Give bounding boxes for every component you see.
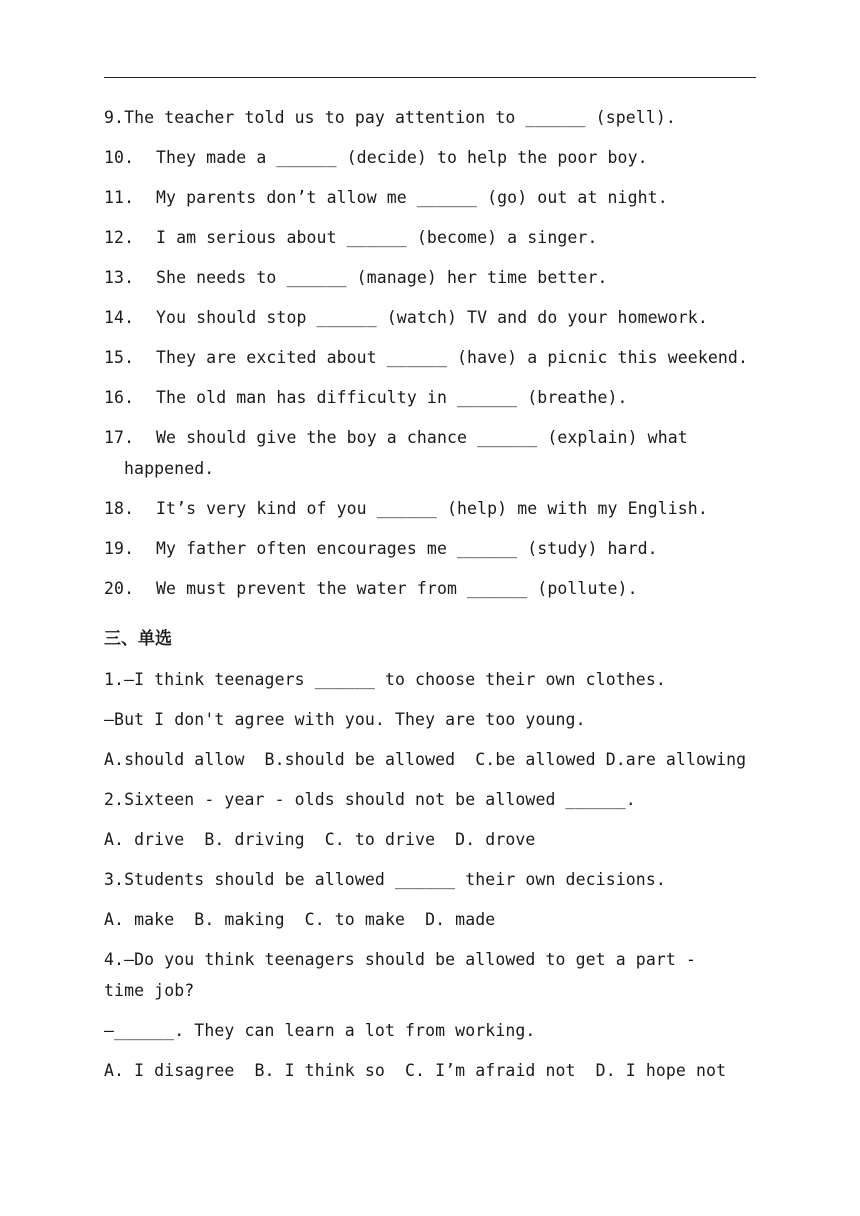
question-text: My parents don’t allow me ______ (go) out at night. (156, 188, 668, 207)
question-text: The teacher told us to pay attention to ______ (spell). (124, 108, 676, 127)
question-19 (104, 535, 764, 575)
mc-question-2: 2.Sixteen - year - olds should not be allowed ______. (104, 790, 636, 809)
mc-question-2-options: A. drive B. driving C. to drive D. drove (104, 830, 536, 849)
mc-question-4-options: A. I disagree B. I think so C. I’m afraid not D. I hope not (104, 1061, 727, 1080)
worksheet-content (104, 104, 764, 1097)
question-18 (104, 495, 764, 535)
question-12 (104, 224, 764, 264)
question-20 (104, 575, 764, 615)
question-text: We must prevent the water from ______ (pollute). (156, 579, 638, 598)
question-14 (104, 304, 764, 344)
question-number: 14. (104, 308, 135, 327)
question-text: We should give the boy a chance ______ (explain) what (156, 428, 688, 447)
question-text: They are excited about ______ (have) a picnic this weekend. (156, 348, 748, 367)
question-number: 19. (104, 539, 135, 558)
section-title: 三、单选 (104, 629, 172, 649)
mc-question-3: 3.Students should be allowed ______ their own decisions. (104, 870, 666, 889)
question-17-continuation: happened. (124, 459, 215, 478)
question-number: 15. (104, 348, 135, 367)
question-10 (104, 144, 764, 184)
mc-question-4: 4.—Do you think teenagers should be allowed to get a part - (104, 950, 696, 969)
question-text: They made a ______ (decide) to help the poor boy. (156, 148, 648, 167)
question-16 (104, 384, 764, 424)
mc-question-3-options: A. make B. making C. to make D. made (104, 910, 496, 929)
mc-question-4-reply: —______. They can learn a lot from working. (104, 1021, 536, 1040)
question-text: She needs to ______ (manage) her time better. (156, 268, 608, 287)
mc-question-4-continuation: time job? (104, 981, 195, 1000)
question-number: 20. (104, 579, 135, 598)
mc-question-1-options: A.should allow B.should be allowed C.be allowed D.are allowing (104, 750, 747, 769)
question-15 (104, 344, 764, 384)
question-9 (104, 104, 764, 144)
question-17 (104, 424, 764, 455)
question-number: 18. (104, 499, 135, 518)
mc-question-1: 1.—I think teenagers ______ to choose their own clothes. (104, 670, 666, 689)
question-number: 17. (104, 428, 135, 447)
question-number: 10. (104, 148, 135, 167)
question-13 (104, 264, 764, 304)
mc-question-1-reply: —But I don't agree with you. They are too young. (104, 710, 586, 729)
question-number: 9. (104, 108, 125, 127)
question-11 (104, 184, 764, 224)
question-number: 13. (104, 268, 135, 287)
question-text: It’s very kind of you ______ (help) me with my English. (156, 499, 708, 518)
question-number: 12. (104, 228, 135, 247)
question-text: You should stop ______ (watch) TV and do your homework. (156, 308, 708, 327)
question-text: I am serious about ______ (become) a singer. (156, 228, 598, 247)
question-text: The old man has difficulty in ______ (breathe). (156, 388, 628, 407)
header-rule (104, 77, 756, 78)
question-number: 11. (104, 188, 135, 207)
question-number: 16. (104, 388, 135, 407)
question-text: My father often encourages me ______ (study) hard. (156, 539, 658, 558)
